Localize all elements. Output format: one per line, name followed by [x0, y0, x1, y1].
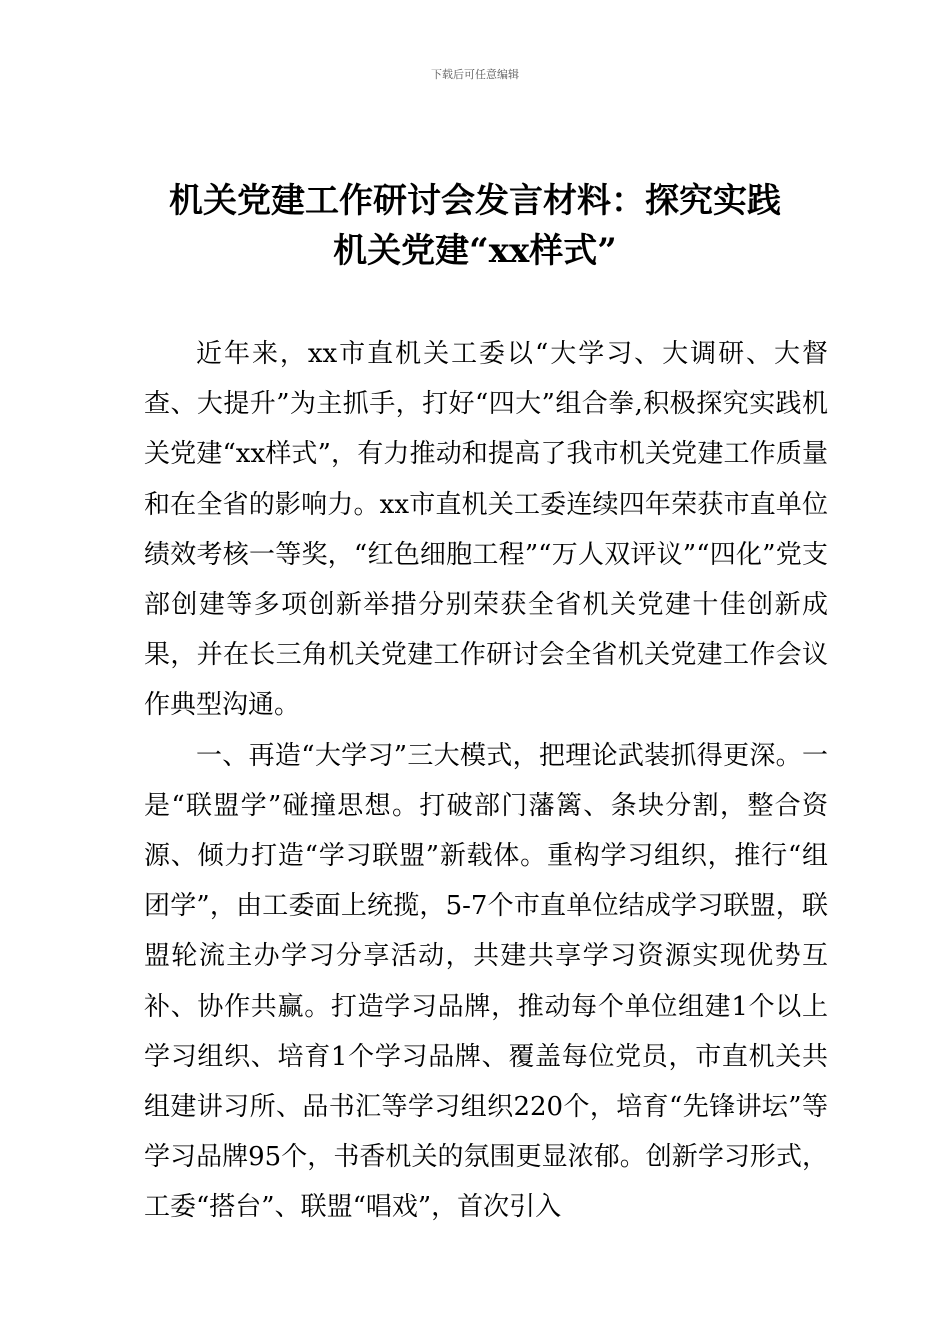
title-line-1: 机关党建工作研讨会发言材料：探究实践 — [169, 181, 781, 221]
document-title — [100, 176, 850, 276]
paragraph-2: 一、再造“大学习”三大模式，把理论武装抓得更深。一是“联盟学”碰撞思想。打破部门藩篱、条块分割，整合资源、倾力打造“学习联盟”新载体。重构学习组织，推行“组团学”，由工委面上统揽，5-7个市直单位结成学习联盟，联盟轮流主办学习分享活动，共建共享学习资源实现优势互补、协作共赢。打造学习品牌，推动每个单位组建1个以上学习组织、培育1个学习品牌、覆盖每位党员，市直机关共组建讲习所、品书汇等学习组织220个，培育“先锋讲坛”等学习品牌95个，书香机关的氛围更显浓郁。创新学习形式，工委“搭台”、联盟“唱戏”，首次引入 — [144, 740, 828, 1223]
document-body — [144, 329, 828, 1233]
paragraph-1: 近年来，xx市直机关工委以“大学习、大调研、大督查、大提升”为主抓手，打好“四大”组合拳,积极探究实践机关党建“xx样式”，有力推动和提高了我市机关党建工作质量和在全省的影响力。xx市直机关工委连续四年荣获市直单位绩效考核一等奖，“红色细胞工程”“万人双评议”“四化”党支部创建等多项创新举措分别荣获全省机关党建十佳创新成果，并在长三角机关党建工作研讨会全省机关党建工作会议作典型沟通。 — [144, 339, 828, 721]
title-line-2: 机关党建“xx样式” — [333, 231, 617, 271]
page-header-note: 下载后可任意编辑 — [431, 68, 519, 81]
